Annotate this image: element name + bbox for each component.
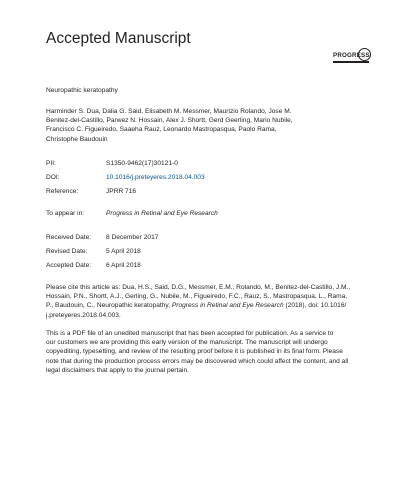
citation-line: Please cite this article as: Dua, H.S., Said, D.G., Messmer, E.M., Rolando, M., Benitez-del-Castillo, J.M., bbox=[46, 284, 351, 291]
disclaimer-line: note that during the production process errors may be discovered which could affect the content, and all bbox=[46, 357, 349, 365]
author-line: Christophe Baudouin bbox=[46, 135, 108, 143]
reference-value: JPRR 716 bbox=[106, 188, 137, 195]
accepted-date-label: Accepted Date: bbox=[46, 262, 92, 269]
page-title: Accepted Manuscript bbox=[46, 30, 191, 47]
citation-line bbox=[46, 301, 374, 310]
revised-date-label: Revised Date: bbox=[46, 248, 88, 255]
citation-paragraph bbox=[46, 283, 374, 320]
journal-logo-emblem bbox=[358, 48, 371, 61]
pii-value: S1350-9462(17)30121-0 bbox=[106, 160, 178, 167]
author-line: Benitez-del-Castillo, Parwez N. Hossain, Alex J. Shortt, Gerd Geerling, Mario Nubile, bbox=[46, 117, 293, 125]
citation-line: j.preteyeres.2018.04.003. bbox=[46, 311, 121, 319]
author-line: Francisco C. Figueiredo, Saaeha Rauz, Leonardo Mastropasqua, Paolo Rama, bbox=[46, 126, 277, 134]
author-list bbox=[46, 107, 374, 144]
appear-label: To appear in: bbox=[46, 210, 85, 217]
disclaimer-line: our customers we are providing this early version of the manuscript. The manuscript will undergo bbox=[46, 339, 328, 347]
citation-text: (2018), doi: 10.1016/ bbox=[283, 302, 347, 310]
citation-text: P., Baudouin, C., Neuropathic keratopathy, bbox=[46, 302, 172, 310]
disclaimer-line: copyediting, typesetting, and review of the resulting proof before it is published in its final form. Please bbox=[46, 348, 343, 356]
doi-label: DOI: bbox=[46, 174, 60, 181]
journal-logo-text: PROGRESS bbox=[333, 52, 370, 59]
revised-date-value: 5 April 2018 bbox=[106, 248, 141, 255]
accepted-date-value: 6 April 2018 bbox=[106, 262, 141, 269]
disclaimer-line: legal disclaimers that apply to the journal pertain. bbox=[46, 366, 189, 374]
reference-label: Reference: bbox=[46, 188, 79, 195]
disclaimer-line: This is a PDF file of an unedited manuscript that has been accepted for publication. As a service to bbox=[46, 330, 334, 337]
citation-journal: Progress in Retinal and Eye Research bbox=[171, 302, 284, 310]
journal-logo-rule bbox=[333, 61, 369, 63]
author-line: Harminder S. Dua, Dalia G. Said, Elisabeth M. Messmer, Maurizio Rolando, Jose M. bbox=[46, 108, 292, 115]
pii-label: PII: bbox=[46, 160, 56, 167]
journal-name: Progress in Retinal and Eye Research bbox=[106, 210, 218, 217]
received-date-value: 8 December 2017 bbox=[106, 234, 159, 241]
citation-line: Hossain, P.N., Shortt, A.J., Gerling, G., Nubile, M., Figueiredo, F.C., Rauz, S., Mastropasqua, L., Rama, bbox=[46, 293, 348, 301]
received-date-label: Received Date: bbox=[46, 234, 92, 241]
doi-link[interactable]: 10.1016/j.preteyeres.2018.04.003 bbox=[106, 174, 205, 181]
journal-logo bbox=[330, 48, 372, 68]
disclaimer-paragraph bbox=[46, 329, 374, 375]
article-title: Neuropathic keratopathy bbox=[46, 87, 118, 94]
